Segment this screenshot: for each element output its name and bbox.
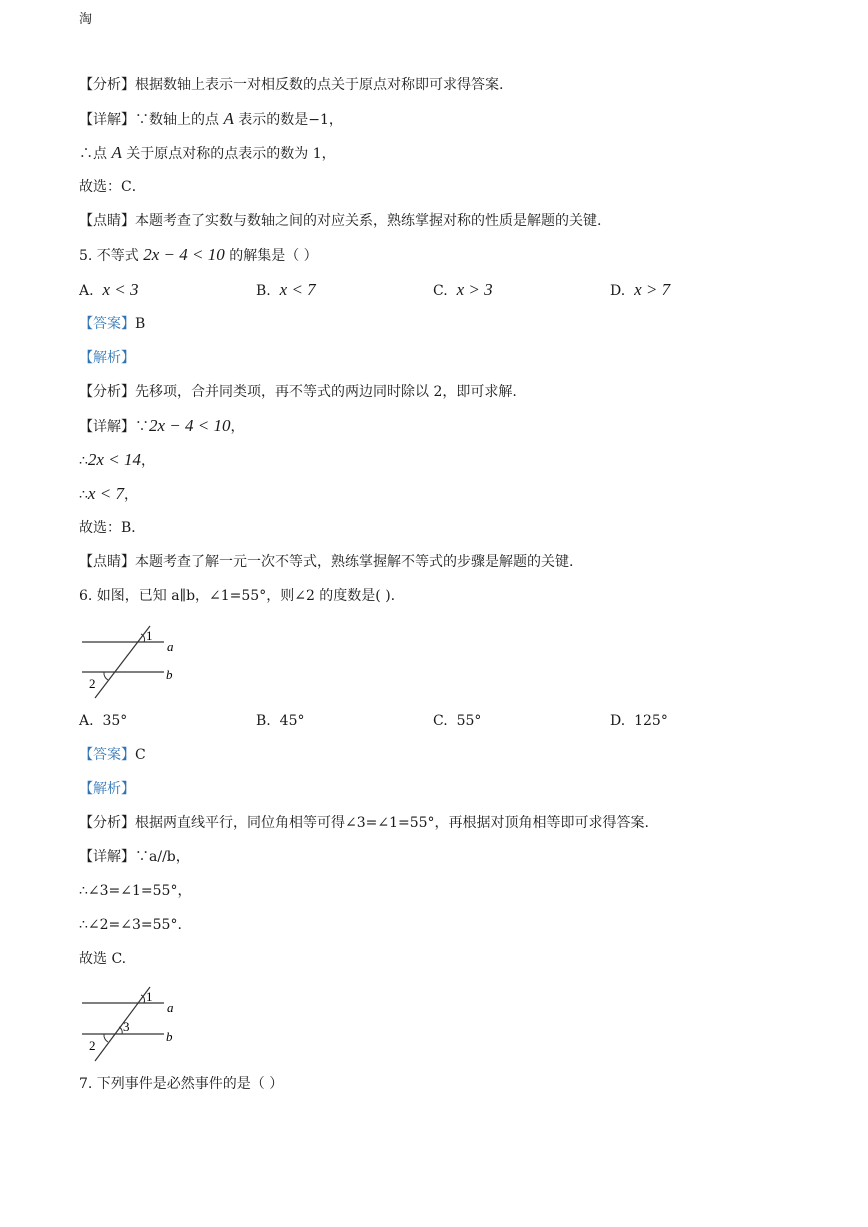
q7-stem: 7. 下列事件是必然事件的是（ ） (79, 1076, 284, 1092)
q5-option-a-value: x < 3 (102, 280, 139, 299)
q4-step-prefix: ∴点 (79, 146, 107, 162)
q6-option-d-value: 125° (634, 713, 668, 729)
q5-step2 (79, 484, 138, 505)
q6-step1: ∴∠3=∠1=55°， (79, 883, 192, 899)
q6-option-c-letter: C. (433, 713, 448, 729)
line-a-label: a (167, 639, 174, 654)
q4-detail (79, 109, 343, 130)
q6-answer-value: C (135, 747, 146, 763)
q6-option-a-letter: A. (79, 713, 94, 729)
q6-analysis: 【分析】根据两直线平行，同位角相等可得∠3=∠1=55°，再根据对顶角相等即可求得答案. (79, 815, 649, 831)
angle1-label: 1 (146, 989, 153, 1004)
q5-option-c (433, 280, 493, 301)
q4-detail-var: A (223, 109, 234, 128)
q5-option-d-value: x > 7 (634, 280, 671, 299)
q6-conclusion: 故选 C. (79, 951, 127, 967)
q6-answer (79, 745, 146, 765)
q5-step1-suffix: ， (140, 453, 155, 469)
q5-option-b-value: x < 7 (279, 280, 316, 299)
q5-step2-prefix: ∴ (79, 487, 88, 503)
q5-answer-tag: 【答案】 (79, 316, 135, 332)
q5-stem-suffix: 的解集是（ ） (229, 248, 318, 264)
q6-option-d (610, 711, 668, 731)
q6-option-a (79, 711, 127, 731)
q5-analysis: 【分析】先移项，合并同类项，再不等式的两边同时除以 2，即可求解. (79, 384, 517, 400)
q4-conclusion: 故选：C． (79, 179, 146, 195)
q4-step-suffix: 关于原点对称的点表示的数为 1， (126, 146, 336, 162)
q5-detail-prefix: 【详解】∵ (79, 419, 149, 435)
angle2-label: 2 (89, 676, 96, 691)
q5-answer-value: B (135, 316, 146, 332)
q6-parse-tag: 【解析】 (79, 781, 135, 797)
q5-option-b (256, 280, 316, 301)
q5-option-d (610, 280, 670, 301)
q6-step2: ∴∠2=∠3=55°. (79, 917, 182, 933)
line-b-label: b (166, 667, 173, 682)
q5-parse-tag: 【解析】 (79, 350, 135, 366)
q6-option-c-value: 55° (456, 713, 482, 729)
q5-step1-math: 2x < 14 (87, 450, 141, 469)
q5-stem-math: 2x − 4 < 10 (143, 245, 225, 264)
q6-answer-tag: 【答案】 (79, 747, 135, 763)
q6-option-b-value: 45° (279, 713, 305, 729)
q5-detail (79, 416, 245, 437)
q5-comment: 【点睛】本题考查了解一元一次不等式，熟练掌握解不等式的步骤是解题的关键. (79, 554, 574, 570)
q5-stem-prefix: 5. 不等式 (79, 248, 139, 264)
q6-option-b (256, 711, 304, 731)
line-b-label: b (166, 1029, 173, 1044)
q6-detail: 【详解】∵a//b， (79, 849, 190, 865)
q6-figure-1 (80, 622, 190, 702)
q4-analysis: 【分析】根据数轴上表示一对相反数的点关于原点对称即可求得答案. (79, 77, 504, 93)
q5-detail-math: 2x − 4 < 10 (149, 416, 231, 435)
corner-char: 淘 (79, 12, 93, 27)
angle2-arc (104, 1034, 108, 1042)
q5-option-d-letter: D. (610, 283, 626, 299)
q5-stem (79, 245, 318, 266)
q5-step1 (79, 450, 155, 471)
q4-detail-prefix: 【详解】∵数轴上的点 (79, 112, 219, 128)
q5-answer (79, 314, 145, 334)
line-a-label: a (167, 1000, 174, 1015)
q6-figure-2 (80, 983, 190, 1065)
angle3-label: 3 (123, 1019, 130, 1034)
angle1-label: 1 (146, 628, 153, 643)
angle2-label: 2 (89, 1038, 96, 1053)
transversal (95, 626, 150, 698)
q5-option-b-letter: B. (256, 283, 271, 299)
q5-option-c-letter: C. (433, 283, 448, 299)
q4-step (79, 143, 336, 164)
q5-detail-suffix: ， (230, 419, 245, 435)
angle2-arc (104, 672, 108, 680)
q5-option-c-value: x > 3 (456, 280, 493, 299)
q5-option-a (79, 280, 139, 301)
q6-option-b-letter: B. (256, 713, 271, 729)
q5-option-a-letter: A. (79, 283, 94, 299)
q6-option-c (433, 711, 481, 731)
q5-step2-suffix: ， (123, 487, 138, 503)
q5-step2-math: x < 7 (87, 484, 124, 503)
q6-stem: 6. 如图，已知 a∥b，∠1=55°，则∠2 的度数是( ). (79, 588, 396, 604)
q6-option-d-letter: D. (610, 713, 626, 729)
q6-option-a-value: 35° (102, 713, 128, 729)
q4-step-var: A (111, 143, 122, 162)
q4-comment: 【点睛】本题考查了实数与数轴之间的对应关系，熟练掌握对称的性质是解题的关键. (79, 213, 602, 229)
q4-detail-suffix: 表示的数是−1， (238, 112, 343, 128)
q5-conclusion: 故选：B． (79, 520, 146, 536)
q5-step1-prefix: ∴ (79, 453, 88, 469)
